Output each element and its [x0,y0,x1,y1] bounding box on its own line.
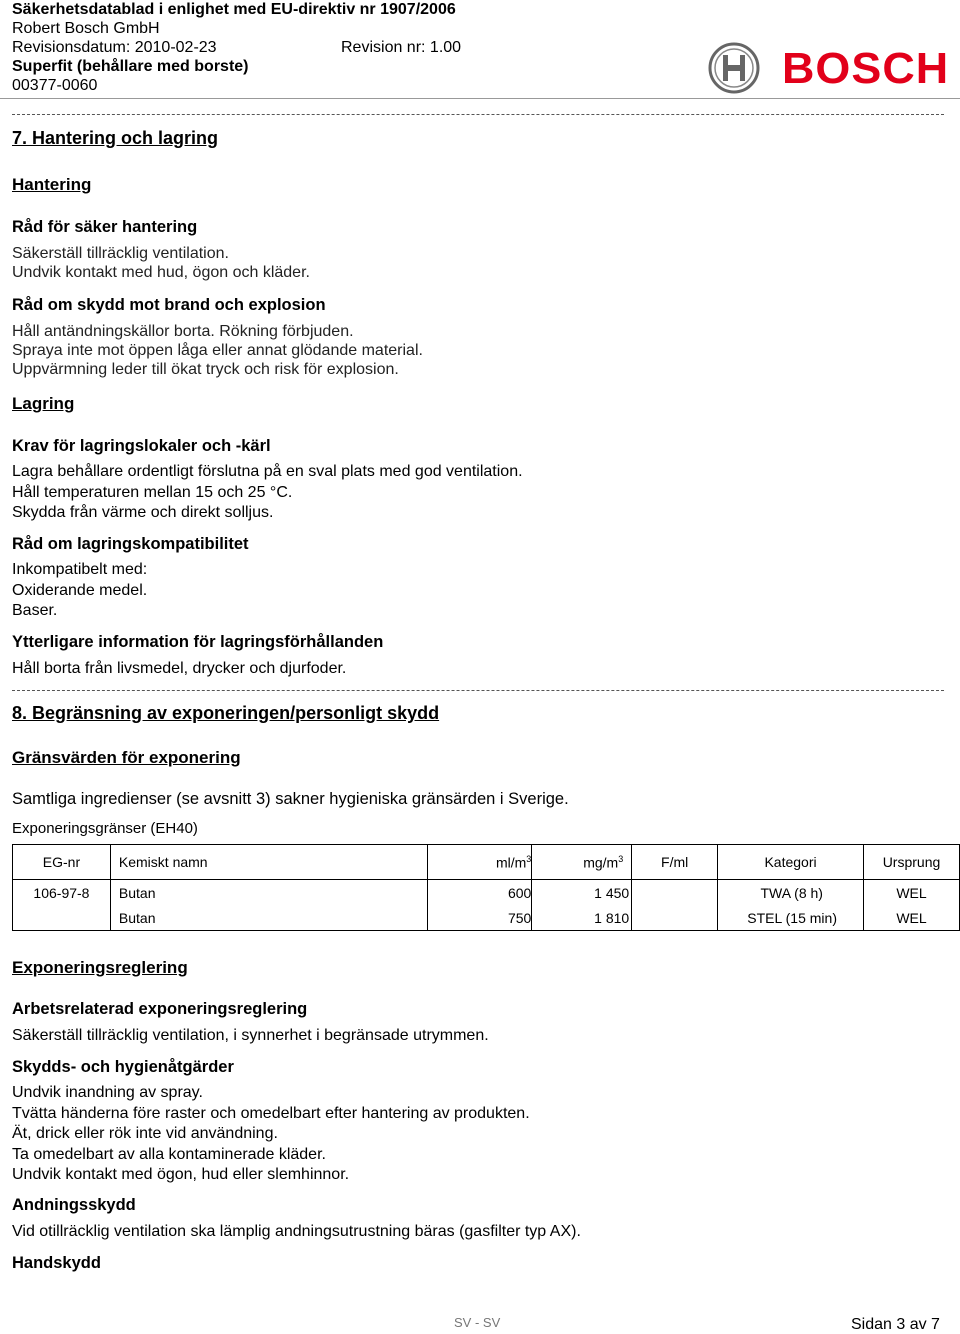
bosch-logo-text: BOSCH [782,44,950,93]
header-ml-m3 [428,845,532,880]
header-rule [0,98,960,99]
text-line: Lagra behållare ordentligt förslutna på en sval plats med god ventilation. [12,463,523,480]
bosch-armature-logo-icon [708,42,760,94]
storage-requirements-heading: Krav för lagringslokaler och -kärl [12,437,271,455]
further-storage-heading: Ytterligare information för lagringsförhållanden [12,633,384,651]
cell-f-ml [632,880,718,906]
safe-handling-heading: Råd för säker hantering [12,218,198,236]
text-line: Inkompatibelt med: [12,561,148,578]
text-line: Undvik inandning av spray. [12,1084,203,1101]
section-divider [12,114,944,115]
superscript: 3 [526,853,532,864]
header-origin [863,845,959,880]
text-line: Baser. [12,602,58,619]
text-line: Håll antändningskällor borta. Rökning förbjuden. [12,323,354,340]
table-row [13,880,960,906]
cell-ml-m3: 600 [428,880,532,906]
header-label: ml/m [495,854,527,871]
text-line: Undvik kontakt med ögon, hud eller slemhinnor. [12,1166,350,1183]
text-line: Oxiderande medel. [12,581,148,599]
header-mg-m3 [532,845,632,880]
text-line: Ät, drick eller rök inte vid användning. [12,1125,278,1142]
header-label: Kategori [764,854,817,870]
cell-chemical-name: Butan [110,880,428,906]
cell-category: TWA (8 h) [718,880,864,906]
section-7-title: 7. Hantering och lagring [12,128,219,148]
cell-mg-m3: 1 810 [532,905,632,931]
footer-page-number: Sidan 3 av 7 [851,1316,940,1333]
company-name: Robert Bosch GmbH [12,20,160,37]
text-line: Säkerställ tillräcklig ventilation. [12,245,229,262]
fire-protection-text [12,322,423,379]
hygiene-heading: Skydds- och hygienåtgärder [12,1058,234,1076]
exposure-limits-table [12,844,960,931]
hygiene-text [12,1083,530,1186]
exposure-limits-heading: Gränsvärden för exponering [12,748,241,767]
compatibility-text [12,560,147,622]
text-line: Tvätta händerna före raster och omedelbart efter hantering av produkten. [12,1104,530,1122]
further-storage-text [12,659,346,680]
exposure-table-caption: Exponeringsgränser (EH40) [12,820,198,837]
header-f-ml [632,845,718,880]
revision-number: Revision nr: 1.00 [341,39,462,56]
header-label: F/ml [661,854,689,870]
text-line: Säkerställ tillräcklig ventilation, i synnerhet i begränsade utrymmen. [12,1027,489,1044]
respiratory-heading: Andningsskydd [12,1196,136,1214]
text-line: Ta omedelbart av alla kontaminerade kläder. [12,1145,326,1163]
header-label: Ursprung [882,854,941,870]
cell-category: STEL (15 min) [718,905,864,931]
fire-protection-heading: Råd om skydd mot brand och explosion [12,296,326,314]
cell-chemical-name: Butan [110,905,428,931]
work-exposure-text [12,1026,489,1047]
compatibility-heading: Råd om lagringskompatibilitet [12,535,249,553]
text-line: Undvik kontakt med hud, ögon och kläder. [12,264,310,281]
section-divider [12,690,944,691]
exposure-limits-text: Samtliga ingredienser (se avsnitt 3) sakner hygieniska gränsärden i Sverige. [12,790,569,808]
product-number: 00377-0060 [12,77,98,94]
cell-ml-m3: 750 [428,905,532,931]
header-label: mg/m [583,854,619,871]
storage-heading: Lagring [12,394,75,413]
exposure-control-heading: Exponeringsreglering [12,958,188,977]
cell-eg-number [13,905,111,931]
header-category [718,845,864,880]
respiratory-text [12,1222,581,1243]
header-chemical-name [110,845,428,880]
safe-handling-text [12,244,310,282]
cell-eg-number: 106-97-8 [13,880,111,906]
product-name: Superfit (behållare med borste) [12,58,249,75]
work-exposure-heading: Arbetsrelaterad exponeringsreglering [12,1000,308,1018]
text-line: Håll temperaturen mellan 15 och 25 °C. [12,483,293,501]
footer-language: SV - SV [454,1315,501,1330]
storage-requirements-text [12,462,523,524]
section-8-title: 8. Begränsning av exponeringen/personligt skydd [12,703,440,723]
cell-origin: WEL [863,905,959,931]
header-eg-number [13,845,111,880]
document-title: Säkerhetsdatablad i enlighet med EU-direktiv nr 1907/2006 [12,1,456,18]
cell-origin: WEL [863,880,959,906]
handling-heading: Hantering [12,175,92,194]
cell-mg-m3: 1 450 [532,880,632,906]
superscript: 3 [618,853,624,864]
text-line: Vid otillräcklig ventilation ska lämplig andningsutrustning bäras (gasfilter typ AX). [12,1223,581,1240]
revision-date: Revisionsdatum: 2010-02-23 [12,39,217,56]
text-line: Håll borta från livsmedel, drycker och djurfoder. [12,660,347,677]
text-line: Uppvärmning leder till ökat tryck och risk för explosion. [12,361,399,378]
table-row [13,905,960,931]
text-line: Spraya inte mot öppen låga eller annat glödande material. [12,342,423,359]
header-label: Kemiskt namn [118,854,208,870]
cell-f-ml [632,905,718,931]
table-header-row [13,845,960,880]
header-label: EG-nr [42,854,81,870]
text-line: Skydda från värme och direkt solljus. [12,504,274,521]
hand-protection-heading: Handskydd [12,1254,101,1272]
